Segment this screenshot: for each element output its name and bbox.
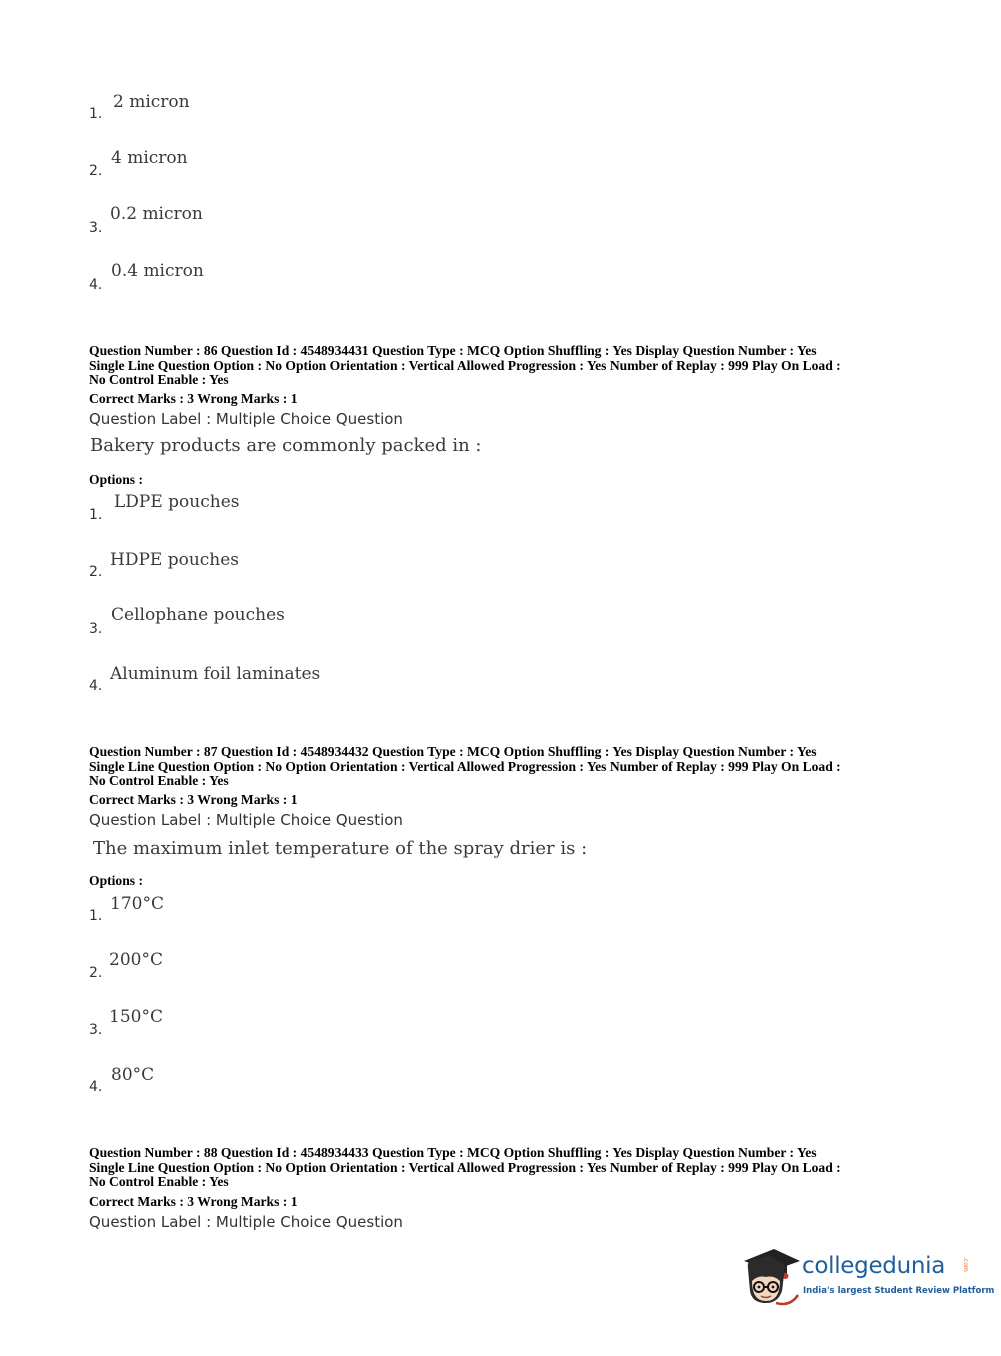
question-meta: [89, 1146, 919, 1190]
question-meta: [89, 745, 919, 789]
question-label: Question Label : Multiple Choice Question: [89, 410, 403, 428]
question-text: The maximum inlet temperature of the spray drier is :: [93, 838, 588, 859]
question-text: Bakery products are commonly packed in :: [90, 435, 482, 456]
option-number: 4.: [89, 277, 103, 293]
options-heading: Options :: [89, 873, 144, 888]
option-number: 1.: [89, 908, 103, 924]
option-text: 200°C: [109, 950, 163, 970]
question-meta: [89, 344, 919, 388]
option-text: 0.4 micron: [111, 261, 204, 281]
brand-tagline: India's largest Student Review Platform: [803, 1286, 995, 1296]
option-text: LDPE pouches: [114, 492, 240, 512]
meta-line: Single Line Question Option : No Option Orientation : Vertical Allowed Progression : Yes Number of Replay : 999 Play On Load :: [89, 758, 841, 774]
option-text: Aluminum foil laminates: [110, 664, 321, 684]
option-number: 2.: [89, 163, 103, 179]
option-text: 0.2 micron: [110, 204, 203, 224]
question-label: Question Label : Multiple Choice Question: [89, 1213, 403, 1231]
option-number: 1.: [89, 507, 103, 523]
options-heading: Options :: [89, 472, 144, 487]
option-number: 3.: [89, 1022, 103, 1038]
meta-line: Question Number : 88 Question Id : 4548934433 Question Type : MCQ Option Shuffling : Yes Display Question Number : Yes: [89, 1145, 817, 1160]
meta-line: Single Line Question Option : No Option Orientation : Vertical Allowed Progression : Yes Number of Replay : 999 Play On Load :: [89, 1159, 841, 1175]
option-text: Cellophane pouches: [111, 605, 285, 625]
question-marks: Correct Marks : 3 Wrong Marks : 1: [89, 391, 298, 406]
option-text: 2 micron: [113, 92, 190, 112]
option-text: 170°C: [110, 894, 164, 914]
option-number: 4.: [89, 1079, 103, 1095]
meta-line: No Control Enable : Yes: [89, 372, 229, 388]
meta-line: Question Number : 87 Question Id : 4548934432 Question Type : MCQ Option Shuffling : Yes Display Question Number : Yes: [89, 744, 817, 759]
option-number: 3.: [89, 621, 103, 637]
option-number: 2.: [89, 564, 103, 580]
meta-line: No Control Enable : Yes: [89, 1174, 229, 1190]
brand-name: collegedunia: [802, 1253, 946, 1279]
question-label: Question Label : Multiple Choice Question: [89, 811, 403, 829]
meta-line: Question Number : 86 Question Id : 4548934431 Question Type : MCQ Option Shuffling : Yes Display Question Number : Yes: [89, 343, 817, 358]
collegedunia-logo: [740, 1245, 995, 1315]
option-text: HDPE pouches: [110, 550, 240, 570]
meta-line: Single Line Question Option : No Option Orientation : Vertical Allowed Progression : Yes Number of Replay : 999 Play On Load :: [89, 357, 841, 373]
option-number: 3.: [89, 220, 103, 236]
option-number: 4.: [89, 678, 103, 694]
option-text: 80°C: [111, 1065, 155, 1085]
option-number: 2.: [89, 965, 103, 981]
mascot-icon: [740, 1245, 802, 1311]
question-marks: Correct Marks : 3 Wrong Marks : 1: [89, 1194, 298, 1209]
option-text: 4 micron: [111, 148, 188, 168]
question-marks: Correct Marks : 3 Wrong Marks : 1: [89, 792, 298, 807]
brand-suffix: .com: [962, 1257, 969, 1272]
option-text: 150°C: [109, 1007, 163, 1027]
meta-line: No Control Enable : Yes: [89, 773, 229, 789]
option-number: 1.: [89, 106, 103, 122]
